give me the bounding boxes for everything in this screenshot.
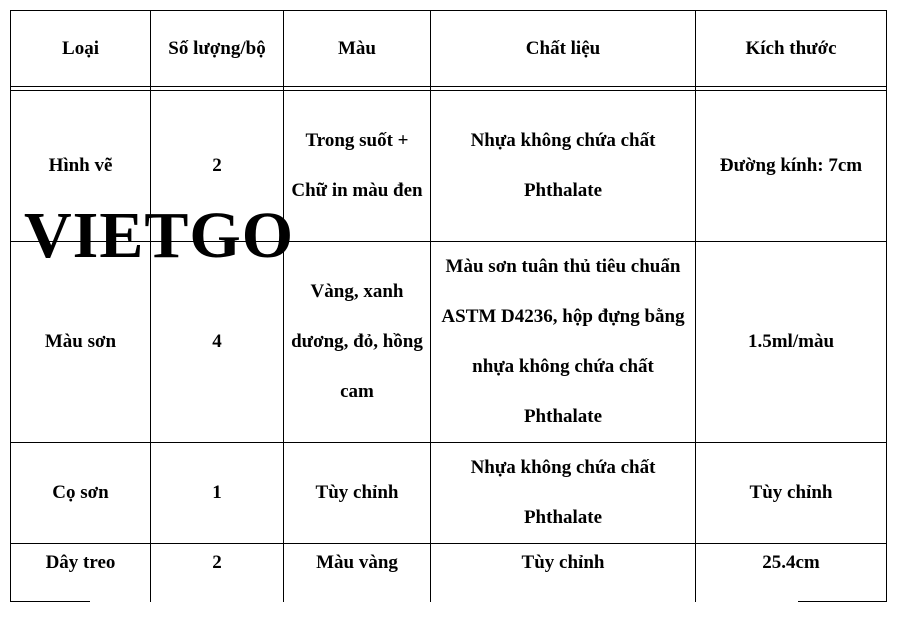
- cell-chat-lieu: Nhựa không chứa chất Phthalate: [431, 443, 696, 544]
- spec-table: [10, 10, 887, 602]
- cell-chat-lieu: Màu sơn tuân thủ tiêu chuẩn ASTM D4236, hộp đựng bằng nhựa không chứa chất Phthalate: [431, 242, 696, 443]
- cell-kich-thuoc: Tùy chỉnh: [696, 443, 887, 544]
- cell-so-luong: 2: [151, 91, 284, 242]
- table-header-row: [11, 11, 887, 87]
- vietgo-watermark: VIETGO: [24, 199, 295, 272]
- cell-loai: Dây treo: [11, 544, 151, 603]
- cell-mau: Màu vàng: [284, 544, 431, 603]
- cell-loai: Cọ sơn: [11, 443, 151, 544]
- table-row: [11, 544, 887, 603]
- table-row: [11, 443, 887, 544]
- cell-loai: Màu sơn: [11, 242, 151, 443]
- footer-line-right: [798, 601, 886, 602]
- cell-loai: Hình vẽ: [11, 91, 151, 242]
- header-so-luong: Số lượng/bộ: [151, 11, 284, 87]
- cell-mau: Vàng, xanh dương, đỏ, hồng cam: [284, 242, 431, 443]
- cell-mau: Trong suốt + Chữ in màu đen: [284, 91, 431, 242]
- cell-kich-thuoc: 1.5ml/màu: [696, 242, 887, 443]
- cell-chat-lieu: Tùy chỉnh: [431, 544, 696, 603]
- cell-kich-thuoc: 25.4cm: [696, 544, 887, 603]
- header-mau: Màu: [284, 11, 431, 87]
- cell-kich-thuoc: Đường kính: 7cm: [696, 91, 887, 242]
- cell-chat-lieu: Nhựa không chứa chất Phthalate: [431, 91, 696, 242]
- cell-mau: Tùy chỉnh: [284, 443, 431, 544]
- spec-table-wrapper: [10, 10, 886, 602]
- header-loai: Loại: [11, 11, 151, 87]
- footer-line-left: [10, 601, 90, 602]
- cell-so-luong: 1: [151, 443, 284, 544]
- header-chat-lieu: Chất liệu: [431, 11, 696, 87]
- cell-so-luong: 2: [151, 544, 284, 603]
- cell-so-luong: 4: [151, 242, 284, 443]
- header-kich-thuoc: Kích thước: [696, 11, 887, 87]
